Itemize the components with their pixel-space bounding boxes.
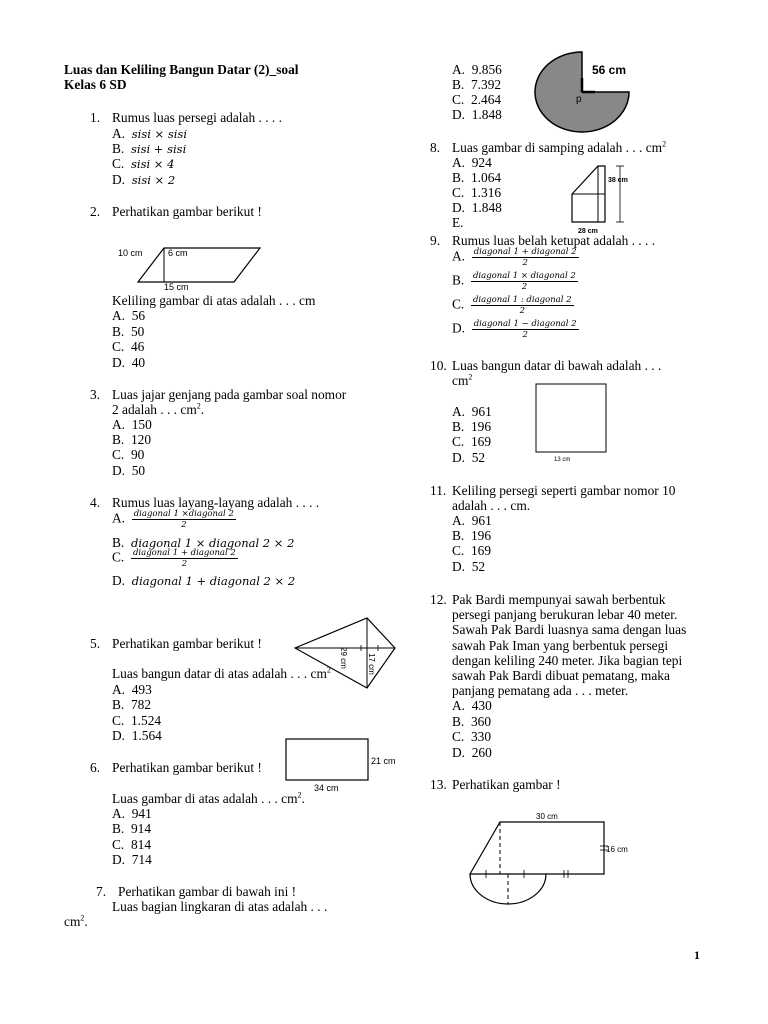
question-number: 6. [90,760,101,775]
option-c[interactable]: C. sisi × 4 [112,156,175,171]
question-text: Perhatikan gambar berikut ! [112,760,262,775]
page-title: Luas dan Keliling Bangun Datar (2)_soal [64,62,299,77]
question-text: Perhatikan gambar di bawah ini ! [118,884,297,899]
option-c[interactable]: C. 2.464 [452,92,502,107]
class-label: Kelas 6 SD [64,77,127,92]
option-d[interactable]: D. 52 [452,559,486,574]
option-a[interactable]: A. 941 [112,806,152,821]
fig-label-side: 13 cm [554,457,571,463]
option-d[interactable]: D. 260 [452,745,492,760]
option-c[interactable]: C. 1.524 [112,713,162,728]
option-b[interactable]: B. 360 [452,714,492,729]
option-b[interactable]: B. sisi + sisi [112,141,187,156]
question-number: 13. [430,777,447,792]
question-prompt-unit: $cm^2$. [64,913,88,929]
option-a[interactable]: A. diagonal 1 + diagonal 2 2 [452,247,577,268]
question-text-line: Sawah Pak Bardi luasnya sama dengan luas [452,622,687,637]
question-text: Luas jajar genjang pada gambar soal nomor [112,387,347,402]
question-number: 7. [96,884,107,899]
fig-label-17: 17 cm [367,653,376,675]
fig-label-29: 29 cm [339,647,348,669]
circle-sector-figure [535,52,645,134]
question-text-line: sawah Pak Iman yang berbentuk persegi [452,638,669,653]
option-d[interactable]: D. 1.848 [452,107,502,122]
option-d[interactable]: D. diagonal 1 − diagonal 2 2 [452,319,577,340]
question-number: 3. [90,387,101,402]
rectangle-figure [286,738,406,794]
question-text: Keliling persegi seperti gambar nomor 10 [452,483,676,498]
option-b[interactable]: B. 1.064 [452,170,502,185]
option-e[interactable]: E. [452,215,464,230]
option-c[interactable]: C. 90 [112,447,145,462]
question-text: Luas gambar di samping adalah . . . $cm^2$ [452,139,667,155]
question-text-line: sawah Pak Bardi dibuat pematang, maka [452,668,670,683]
fig-label-width: 30 cm [536,812,558,821]
option-a[interactable]: A. diagonal 1 ×diagonal 2 2 [112,509,234,530]
option-b[interactable]: B. diagonal 1 × diagonal 2 × 2 [112,535,295,550]
page-number: 1 [694,948,700,962]
option-d[interactable]: D. 714 [112,852,152,867]
option-c[interactable]: C. 46 [112,339,145,354]
option-b[interactable]: B. 7.392 [452,77,502,92]
question-text-line: persegi panjang berukuran lebar 40 meter. [452,607,678,622]
kite-figure [295,615,405,693]
question-text-line2: adalah . . . cm. [452,498,531,513]
option-a[interactable]: A. 961 [452,513,492,528]
question-number: 9. [430,233,441,248]
question-prompt: Luas bagian lingkaran di atas adalah . . . [112,899,328,914]
question-text-line: Pak Bardi mempunyai sawah berbentuk [452,592,666,607]
question-number: 5. [90,636,101,651]
question-number: 8. [430,140,441,155]
question-text: Perhatikan gambar berikut ! [112,636,262,651]
question-number: 1. [90,110,101,125]
question-number: 4. [90,495,101,510]
option-d[interactable]: D. 1.564 [112,728,162,743]
option-a[interactable]: A. 493 [112,682,152,697]
question-text: Rumus luas belah ketupat adalah . . . . [452,233,656,248]
option-b[interactable]: B. 782 [112,697,152,712]
fig-label-base: 15 cm [164,282,189,292]
question-text-line2: 2 adalah . . . $cm^2$. [112,401,205,417]
question-text: Rumus luas persegi adalah . . . . [112,110,282,125]
question-text-line: panjang pematang ada . . . meter. [452,683,629,698]
question-prompt: Keliling gambar di atas adalah . . . cm [112,293,316,308]
option-a[interactable]: A. 961 [452,404,492,419]
option-c[interactable]: C. 330 [452,729,492,744]
question-number: 11. [430,483,447,498]
fig-label-height: 38 cm [608,177,628,184]
option-a[interactable]: A. 430 [452,698,492,713]
question-text: Luas bangun datar di bawah adalah . . . [452,358,662,373]
option-d[interactable]: D. 1.848 [452,200,502,215]
option-a[interactable]: A. 9.856 [452,62,502,77]
option-c[interactable]: C. diagonal 1 + diagonal 2 2 [112,548,236,569]
parallelogram-figure [118,244,268,292]
option-b[interactable]: B. diagonal 1 × diagonal 2 2 [452,271,576,292]
option-c[interactable]: C. 814 [112,837,152,852]
trapezoid-figure [568,160,648,235]
composite-figure [464,810,644,905]
option-c[interactable]: C. 1.316 [452,185,502,200]
option-b[interactable]: B. 914 [112,821,152,836]
question-text-unit: $cm^2$ [452,372,473,388]
option-c[interactable]: C. 169 [452,543,492,558]
option-d[interactable]: D. diagonal 1 + diagonal 2 × 2 [112,573,296,588]
fig-label-height: 16 cm [606,845,628,854]
option-b[interactable]: B. 120 [112,432,152,447]
fig-label-radius: 56 cm [592,63,627,77]
fig-label-p: p [576,94,582,105]
option-d[interactable]: D. 52 [452,450,486,465]
option-a[interactable]: A. 150 [112,417,152,432]
question-prompt: Luas bangun datar di atas adalah . . . $cm^2$ [112,665,331,681]
question-prompt: Luas gambar di atas adalah . . . $cm^2$. [112,790,305,806]
option-c[interactable]: C. diagonal 1 : diagonal 2 2 [452,295,572,316]
fig-label-side: 10 cm [118,248,143,258]
question-text: Perhatikan gambar ! [452,777,561,792]
option-a[interactable]: A. sisi × sisi [112,126,187,141]
option-b[interactable]: B. 50 [112,324,145,339]
option-b[interactable]: B. 196 [452,419,492,434]
fig-label-width: 34 cm [314,783,339,793]
fig-label-height: 6 cm [168,248,188,258]
option-d[interactable]: D. 50 [112,463,146,478]
fig-label-height: 21 cm [371,756,396,766]
fig-label-width: 28 cm [578,228,598,235]
square-figure [536,384,616,464]
question-number: 12. [430,592,447,607]
question-text: Perhatikan gambar berikut ! [112,204,262,219]
option-b[interactable]: B. 196 [452,528,492,543]
question-text-line: dengan keliling 240 meter. Jika bagian tepi [452,653,683,668]
option-d[interactable]: D. sisi × 2 [112,172,176,187]
question-text: Rumus luas layang-layang adalah . . . . [112,495,320,510]
option-a[interactable]: A. 924 [452,155,492,170]
option-c[interactable]: C. 169 [452,434,492,449]
option-a[interactable]: A. 56 [112,308,146,323]
question-number: 10. [430,358,447,373]
option-d[interactable]: D. 40 [112,355,146,370]
question-number: 2. [90,204,101,219]
